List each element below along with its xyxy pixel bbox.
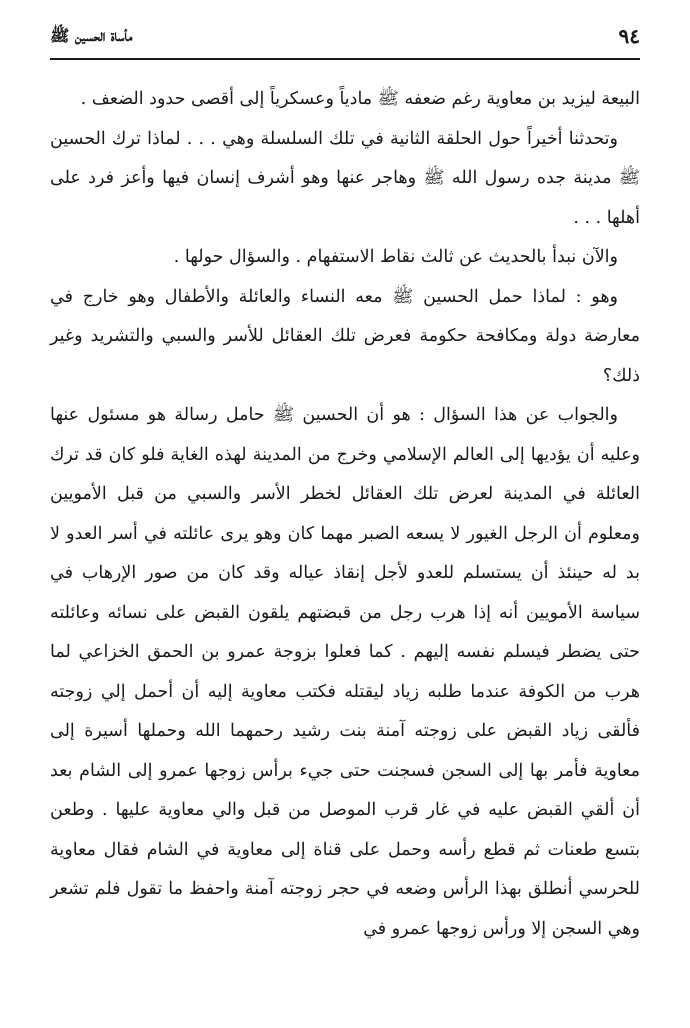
paragraph: والجواب عن هذا السؤال : هو أن الحسين ﷺ حامل رسالة هو مسئول عنها وعليه أن يؤديها إلى العالم الإسلامي وخرج من المدينة لهذه الغاية فلو كان قد ترك العائلة في المدينة لعرض تلك العقائل لخطر الأسر والسبي من قبل الأمويين ومعلوم أن الرجل الغيور لا يسعه الصبر مهما كان وهو يرى عائلته في أسر العدو لا بد له حينئذ أن يستسلم للعدو لأجل إنقاذ عياله وقد كان من صور الإرهاب في سياسة الأمويين أنه إذا هرب رجل من قبضتهم يلقون القبض على نسائه وعائلته حتى يضطر فيسلم نفسه إليهم . كما فعلوا بزوجة عمرو بن الحمق الخزاعي لما هرب من الكوفة عندما طلبه زياد ليقتله فكتب معاوية إليه أن أحمل إلي زوجته فألقى زياد القبض على زوجته آمنة بنت رشيد رحمهما الله وحملها أسيرة إلى معاوية فأمر بها إلى السجن فسجنت حتى جيء برأس زوجها عمرو إلى الشام بعد أن ألقي القبض عليه في غار قرب الموصل من قبل والي معاوية عليها . وطعن بتسع طعنات ثم قطع رأسه وحمل على قناة إلى معاوية في الشام فقال معاوية للحرسي أنطلق بهذا الرأس وضعه في حجر زوجته آمنة واحفظ ما تقول فلم تشعر وهي السجن إلا ورأس زوجها عمرو في [50,405,640,939]
body-text [50,80,640,949]
paragraph: وهو : لماذا حمل الحسين ﷺ معه النساء والعائلة والأطفال وهو خارج في معارضة دولة ومكافحة حكومة فعرض تلك العقائل للأسر والسبي والتشريد وغير ذلك؟ [50,286,640,386]
paragraph: والآن نبدأ بالحديث عن ثالث نقاط الاستفهام . والسؤال حولها . [173,247,618,267]
running-title: مأساة الحسين ﷺ [50,26,133,45]
paragraph: البيعة ليزيد بن معاوية رغم ضعفه ﷺ مادياً وعسكرياً إلى أقصى حدود الضعف . [80,89,640,109]
page-header [50,22,640,52]
paragraph: وتحدثنا أخيراً حول الحلقة الثانية في تلك السلسلة وهي . . . لماذا ترك الحسين ﷺ مدينة جده رسول الله ﷺ وهاجر عنها وهو أشرف إنسان فيها وأعز فرد على أهلها . . . [50,128,640,228]
page-number: ٩٤ [618,24,640,48]
header-rule [50,58,640,60]
